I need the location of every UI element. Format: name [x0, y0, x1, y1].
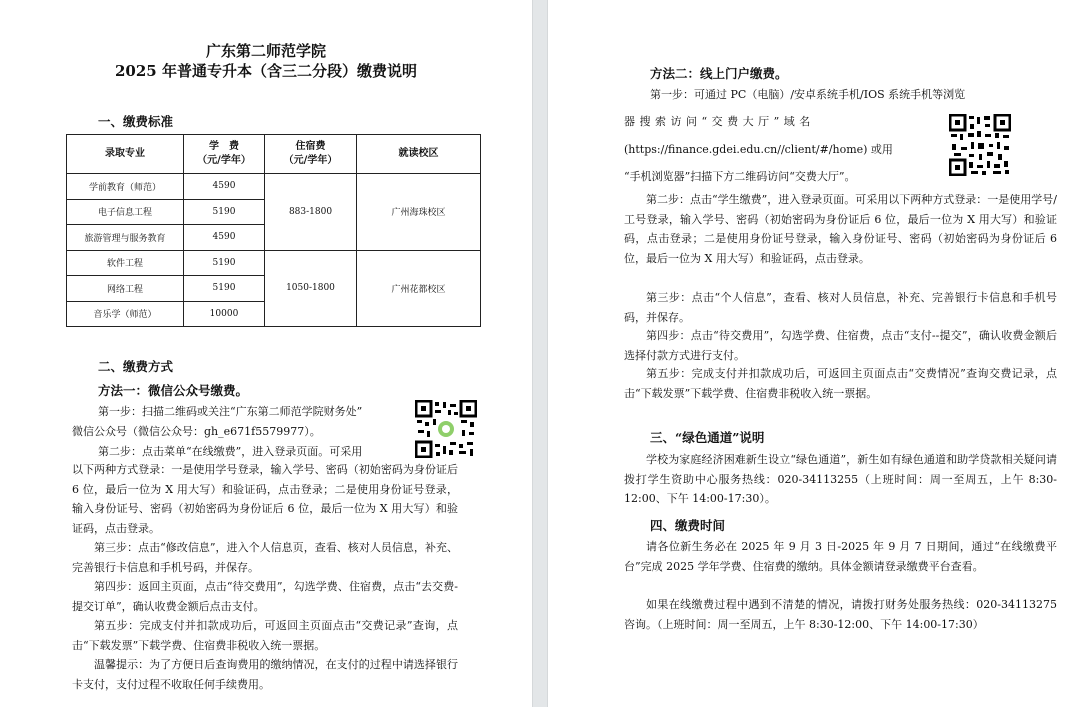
method1-heading: 方法一：微信公众号缴费。: [98, 383, 249, 398]
section1-heading: 一、缴费标准: [98, 114, 174, 129]
page-divider: [532, 0, 548, 707]
method2-step2: 第二步：点击“学生缴费”，进入登录页面。可采用以下两种方式登录：一是使用学号/工号登录，输入学号、密码（初始密码为身份证后 6 位，最后一位为 X 用大写）和验证码，点击登录；二是使用身份证号登录，输入身份证号、密码（初始密码为身份证后 6 位，最后一位为 X 用大写）和验证码，点击登录。: [624, 193, 1057, 265]
method2-step1: 第一步：可通过 PC（电脑）/安卓系统手机/IOS 系统手机等浏览: [650, 88, 966, 101]
method1-tip: 温馨提示：为了方便日后查询费用的缴纳情况，在支付的过程中请选择银行卡支付，支付过程不收取任何手续费用。: [72, 658, 458, 691]
document-page-left: [0, 0, 532, 707]
cell-lodging: 1050-1800: [265, 250, 357, 327]
header-major: 录取专业: [67, 135, 184, 174]
cell-tuition: 5190: [184, 199, 265, 225]
method2-step1b: 器 搜 索 访 问 “ 交 费 大 厅 ” 域 名: [624, 115, 811, 128]
section4-body2: 如果在线缴费过程中遇到不清楚的情况，请拨打财务处服务热线：020-34113275 咨询。（上班时间：周一至周五，上午 8:30-12:00、下午 14:00-17:30）: [624, 598, 1057, 631]
header-campus: 就读校区: [357, 135, 481, 174]
cell-tuition: 5190: [184, 250, 265, 276]
doc-school-title: 广东第二师范学院: [205, 42, 326, 60]
cell-campus: 广州海珠校区: [357, 174, 481, 251]
section2-heading: 二、缴费方式: [98, 359, 174, 374]
cell-major: 音乐学（师范）: [67, 301, 184, 327]
table-header-row: [67, 135, 481, 174]
cell-major: 软件工程: [67, 250, 184, 276]
method1-step5: 第五步：完成支付并扣款成功后，可返回主页面点击“交费记录”查询，点击“下载发票”下载学费、住宿费非税收入统一票据。: [72, 619, 458, 652]
method1-step4: 第四步：返回主页面，点击“待交费用”，勾选学费、住宿费，点击“去交费-提交订单”，确认收费金额后点击支付。: [72, 580, 458, 613]
method2-step3: 第三步：点击“个人信息”，查看、核对人员信息，补充、完善银行卡信息和手机号码，并保存。: [624, 291, 1057, 324]
method2-step4: 第四步：点击“待交费用”，勾选学费、住宿费，点击“支付--提交”，确认收费金额后选择付款方式进行支付。: [624, 329, 1057, 362]
fee-standard-table: [66, 134, 481, 327]
method1-step3: 第三步：点击“修改信息”，进入个人信息页，查看、核对人员信息，补充、完善银行卡信息和手机号码，并保存。: [72, 541, 458, 574]
cell-lodging: 883-1800: [265, 174, 357, 251]
method1-step2: 第二步：点击菜单“在线缴费”，进入登录页面。可采用: [98, 445, 363, 458]
section4-body1: 请各位新生务必在 2025 年 9 月 3 日-2025 年 9 月 7 日期间，通过“在线缴费平台”完成 2025 学年学费、住宿费的缴纳。具体金额请登录缴费平台查看。: [624, 540, 1057, 573]
cell-tuition: 10000: [184, 301, 265, 327]
header-tuition: 学 费 （元/学年）: [184, 135, 265, 174]
section3-heading: 三、“绿色通道”说明: [650, 430, 765, 445]
section3-body: 学校为家庭经济困难新生设立“绿色通道”，新生如有绿色通道和助学贷款相关疑问请拨打学生资助中心服务热线：020-34113255（上班时间：周一至周五，上午 8:30-12:00、下午 14:00-17:30）。: [624, 453, 1057, 505]
doc-main-title: 2025 年普通专升本（含三二分段）缴费说明: [115, 62, 417, 80]
method2-heading: 方法二：线上门户缴费。: [650, 66, 788, 81]
table-row: [67, 250, 481, 276]
method2-step1c: (https://finance.gdei.edu.cn//client/#/home) 或用: [624, 143, 893, 156]
method1-step2b: 以下两种方式登录：一是使用学号登录，输入学号、密码（初始密码为身份证后 6 位，最后一位为 X 用大写）和验证码，点击登录；二是使用身份证号登录，输入身份证号、密码（初始密码为身份证后 6 位，最后一位为 X 用大写）和验证码，点击登录。: [72, 463, 458, 535]
cell-major: 学前教育（师范）: [67, 174, 184, 200]
cell-major: 旅游管理与服务教育: [67, 225, 184, 251]
method1-step1b: 微信公众号（微信公众号：gh_e671f5579977）。: [72, 425, 321, 438]
cell-major: 电子信息工程: [67, 199, 184, 225]
cell-tuition: 4590: [184, 225, 265, 251]
cell-tuition: 5190: [184, 276, 265, 302]
cell-major: 网络工程: [67, 276, 184, 302]
method2-step1d: “手机浏览器”扫描下方二维码访问“交费大厅”。: [624, 170, 856, 183]
method2-step5: 第五步：完成支付并扣款成功后，可返回主页面点击“交费情况”查询交费记录，点击“下载发票”下载学费、住宿费非税收入统一票据。: [624, 367, 1057, 400]
table-row: [67, 174, 481, 200]
payment-hall-qr-code-icon: [949, 114, 1011, 176]
cell-tuition: 4590: [184, 174, 265, 200]
wechat-qr-code-icon: [415, 400, 477, 458]
document-page-right: [548, 0, 1080, 707]
section4-heading: 四、缴费时间: [650, 518, 726, 533]
method1-step1: 第一步：扫描二维码或关注“广东第二师范学院财务处”: [98, 405, 363, 418]
cell-campus: 广州花都校区: [357, 250, 481, 327]
header-lodging: 住宿费 （元/学年）: [265, 135, 357, 174]
